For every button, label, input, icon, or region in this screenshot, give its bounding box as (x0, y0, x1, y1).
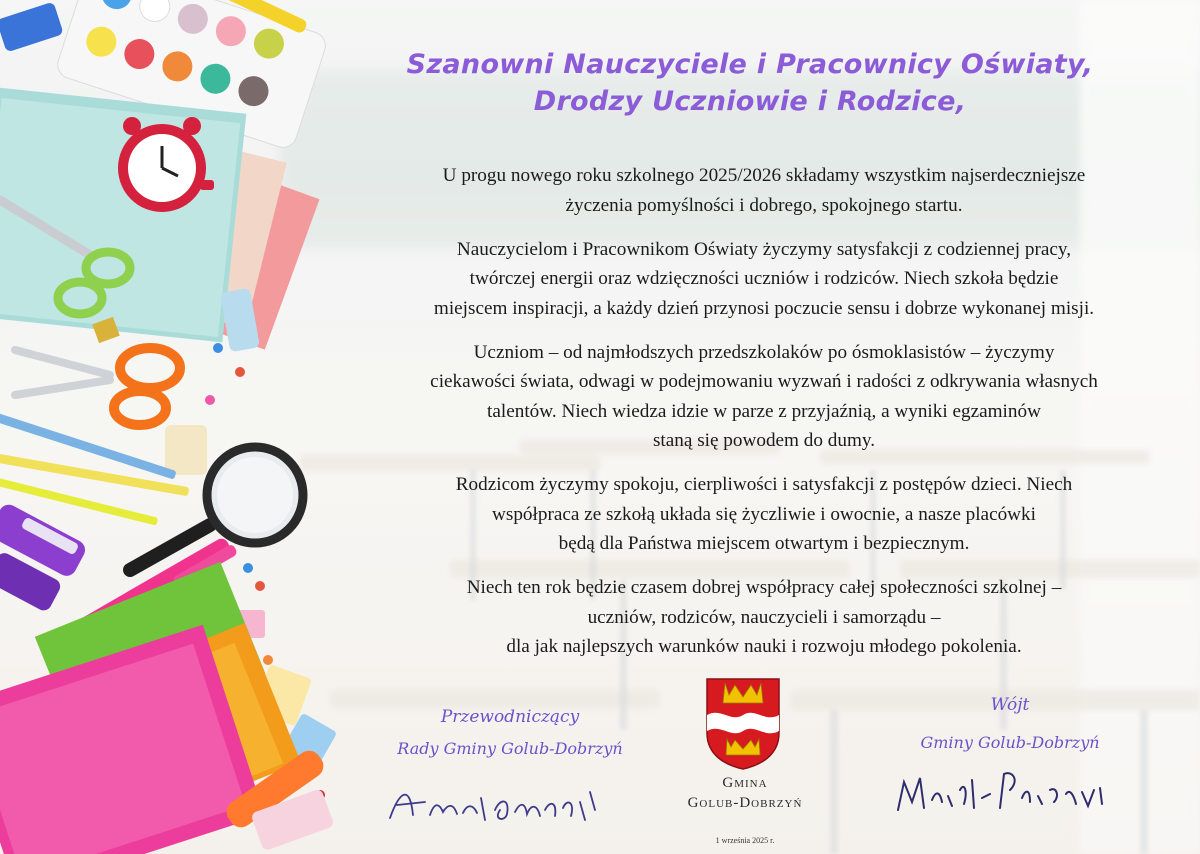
school-supplies-illustration (0, 0, 340, 854)
signature-block-council-chair (385, 706, 635, 760)
text-line: Niech ten rok będzie czasem dobrej współpracy całej społeczności szkolnej – (466, 577, 1062, 598)
text-line: miejscem inspiracji, a każdy dzień przynosi poczucie sensu i dobrze wykonanej misji. (433, 297, 1095, 319)
paragraph-parents (338, 470, 1190, 559)
stapler-icon (0, 501, 89, 613)
text-line: staną się powodem do dumy. (652, 430, 876, 451)
text-line: uczniów, rodziców, nauczycieli i samorządu – (587, 606, 941, 628)
orange-scissors-icon (15, 348, 180, 425)
eraser-icon (165, 425, 207, 475)
handwritten-signature-right (890, 760, 1120, 820)
text-line: współpraca ze szkołą układa się życzliwie i owocnie, a nasze placówki (492, 503, 1036, 525)
signature-title: Wójt (990, 695, 1030, 715)
pencil-icons (0, 412, 189, 525)
signature-subtitle: Rady Gminy Golub-Dobrzyń (397, 739, 623, 758)
text-line: Rodzicom życzymy spokoju, cierpliwości i satysfakcji z postępów dzieci. Niech (455, 474, 1073, 495)
text-line: U progu nowego roku szkolnego 2025/2026 składamy wszystkim najserdeczniejsze (442, 165, 1086, 186)
text-line: twórczej energii oraz wdzięczności uczniów i rodziców. Niech szkoła będzie (469, 268, 1059, 289)
text-line: będą dla Państwa miejscem otwartym i bezpiecznym. (558, 533, 970, 554)
greeting-heading (340, 46, 1160, 120)
marker-icon (0, 2, 64, 53)
municipality-name (660, 773, 830, 813)
paragraph-intro (338, 161, 1190, 220)
letter-date: 1 września 2025 r. (715, 836, 775, 845)
handwritten-signature-left (385, 780, 615, 830)
signature-title: Przewodniczący (440, 707, 580, 727)
coat-of-arms-icon (703, 675, 783, 771)
heading-line-1: Szanowni Nauczyciele i Pracownicy Oświaty, (406, 49, 1094, 80)
paragraph-closing (338, 573, 1190, 662)
text-line: ciekawości świata, odwagi w podejmowaniu wyzwań i radości z odkrywania własnych (430, 371, 1098, 392)
text-line: talentów. Niech wiedza idzie w parze z przyjaźnią, a wyniki egzaminów (487, 400, 1041, 422)
paragraph-students (338, 338, 1190, 456)
text-line: Uczniom – od najmłodszych przedszkolaków po ósmoklasistów – życzymy (473, 341, 1055, 363)
municipality-line-2: Golub-Dobrzyń (687, 795, 803, 811)
heading-line-2: Drodzy Uczniowie i Rodzice, (533, 86, 967, 117)
text-line: Nauczycielom i Pracownikom Oświaty życzymy satysfakcji z codziennej pracy, (456, 238, 1072, 260)
signature-block-mayor (895, 694, 1125, 754)
letter-body (338, 161, 1190, 676)
municipality-line-1: Gmina (722, 775, 768, 791)
text-line: życzenia pomyślności i dobrego, spokojnego startu. (565, 194, 963, 216)
signature-subtitle: Gminy Golub-Dobrzyń (920, 733, 1100, 752)
paragraph-teachers (338, 235, 1190, 324)
text-line: dla jak najlepszych warunków nauki i rozwoju młodego pokolenia. (506, 636, 1022, 657)
